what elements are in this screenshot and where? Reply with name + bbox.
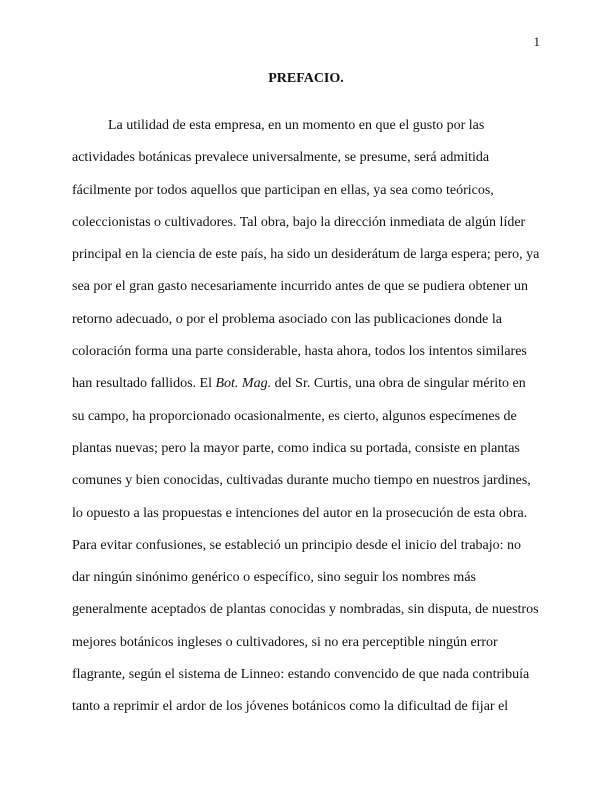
paragraph-line: coleccionistas o cultivadores. Tal obra, bajo la dirección inmediata de algún líder: [72, 214, 526, 230]
paragraph-line: plantas nuevas; pero la mayor parte, como indica su portada, consiste en plantas: [72, 440, 520, 456]
preface-paragraph: [72, 110, 542, 724]
paragraph-line: su campo, ha proporcionado ocasionalmente, es cierto, algunos especímenes de: [72, 408, 517, 424]
paragraph-line: lo opuesto a las propuestas e intenciones del autor en la prosecución de esta obra.: [72, 505, 528, 521]
paragraph-line: retorno adecuado, o por el problema asociado con las publicaciones donde la: [72, 311, 502, 327]
paragraph-line: La utilidad de esta empresa, en un momento en que el gusto por las: [108, 118, 485, 133]
paragraph-line: mejores botánicos ingleses o cultivadores, si no era perceptible ningún error: [72, 634, 498, 650]
page-number: 1: [533, 34, 540, 49]
paragraph-line: actividades botánicas prevalece universalmente, se presume, será admitida: [72, 150, 490, 166]
paragraph-line: principal en la ciencia de este país, ha sido un desiderátum de larga espera; pero, ya: [72, 247, 540, 263]
line-text-before-italic: han resultado fallidos. El: [72, 376, 216, 392]
paragraph-line: coloración forma una parte considerable, hasta ahora, todos los intentos similares: [72, 344, 527, 360]
line-text-after-italic: del Sr. Curtis, una obra de singular mérito en: [271, 376, 526, 392]
paragraph-line: dar ningún sinónimo genérico o específico, sino seguir los nombres más: [72, 570, 476, 586]
paragraph-line: flagrante, según el sistema de Linneo: estando convencido de que nada contribuía: [72, 667, 530, 683]
page-title: PREFACIO.: [268, 71, 344, 86]
paragraph-line: tanto a reprimir el ardor de los jóvenes botánicos como la dificultad de fijar el: [72, 699, 509, 715]
paragraph-line: comunes y bien conocidas, cultivadas durante mucho tiempo en nuestros jardines,: [72, 473, 531, 489]
paragraph-line-with-italic: [72, 368, 542, 400]
italic-publication-title: Bot. Mag.: [215, 376, 272, 392]
paragraph-line: generalmente aceptados de plantas conocidas y nombradas, sin disputa, de nuestros: [72, 602, 539, 618]
paragraph-line: Para evitar confusiones, se estableció un principio desde el inicio del trabajo: no: [72, 537, 522, 553]
paragraph-line: fácilmente por todos aquellos que participan en ellas, ya sea como teóricos,: [72, 182, 494, 198]
paragraph-line: sea por el gran gasto necesariamente incurrido antes de que se pudiera obtener un: [72, 279, 528, 295]
